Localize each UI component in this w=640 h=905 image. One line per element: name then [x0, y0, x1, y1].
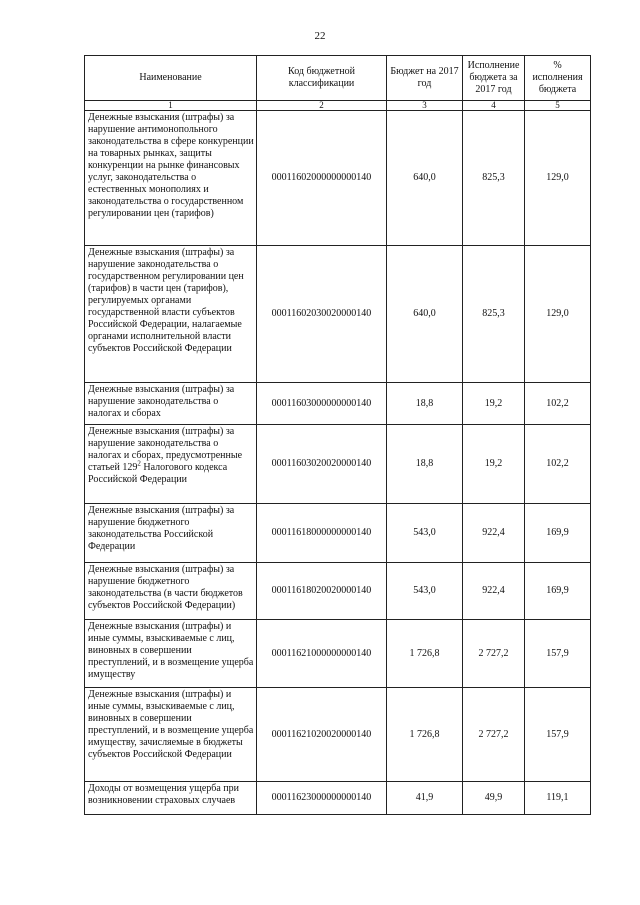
row-budget: 543,0 [387, 504, 463, 563]
row-name: Денежные взыскания (штрафы) за нарушение законодательства о государственном регулировании цен (тарифов) в части цен (тарифов), регулируемых органами государственной власти субъектов Российской Федерации, налагаемые органами исполнительной власти субъектов Российской Федерации [85, 246, 257, 383]
row-execution: 19,2 [463, 425, 525, 504]
row-name: Денежные взыскания (штрафы) за нарушение бюджетного законодательства Российской Федерации [85, 504, 257, 563]
row-budget: 1 726,8 [387, 620, 463, 688]
row-budget: 18,8 [387, 425, 463, 504]
row-percent: 157,9 [525, 620, 591, 688]
superscript: 2 [137, 459, 141, 468]
row-execution: 49,9 [463, 782, 525, 815]
header-percent: % исполнения бюджета [525, 56, 591, 101]
row-name: Денежные взыскания (штрафы) за нарушение законодательства о налогах и сборах [85, 383, 257, 425]
row-code: 00011603000000000140 [257, 383, 387, 425]
table-row [85, 563, 591, 620]
row-code: 00011621020020000140 [257, 688, 387, 782]
row-budget: 18,8 [387, 383, 463, 425]
table-row [85, 504, 591, 563]
table-header-row [85, 56, 591, 101]
column-number: 1 [85, 101, 257, 111]
header-name: Наименование [85, 56, 257, 101]
row-code: 00011602000000000140 [257, 111, 387, 246]
row-budget: 640,0 [387, 111, 463, 246]
table-row [85, 688, 591, 782]
row-code: 00011623000000000140 [257, 782, 387, 815]
row-code: 00011603020020000140 [257, 425, 387, 504]
row-code: 00011618000000000140 [257, 504, 387, 563]
row-code: 00011618020020000140 [257, 563, 387, 620]
row-percent: 157,9 [525, 688, 591, 782]
column-number: 2 [257, 101, 387, 111]
row-budget: 543,0 [387, 563, 463, 620]
row-execution: 2 727,2 [463, 620, 525, 688]
column-number: 3 [387, 101, 463, 111]
row-code: 00011621000000000140 [257, 620, 387, 688]
row-percent: 129,0 [525, 246, 591, 383]
table-row [85, 782, 591, 815]
header-execution: Исполнение бюджета за 2017 год [463, 56, 525, 101]
row-budget: 640,0 [387, 246, 463, 383]
row-budget: 1 726,8 [387, 688, 463, 782]
row-execution: 922,4 [463, 563, 525, 620]
table-row [85, 383, 591, 425]
row-execution: 825,3 [463, 111, 525, 246]
row-name: Денежные взыскания (штрафы) и иные суммы, взыскиваемые с лиц, виновных в совершении преступлений, и в возмещение ущерба имуществу, зачисляемые в бюджеты субъектов Российской Федерации [85, 688, 257, 782]
row-code: 00011602030020000140 [257, 246, 387, 383]
row-percent: 169,9 [525, 563, 591, 620]
table-row [85, 111, 591, 246]
header-budget: Бюджет на 2017 год [387, 56, 463, 101]
page-number: 22 [314, 30, 326, 42]
header-code: Код бюджетной классификации [257, 56, 387, 101]
row-percent: 102,2 [525, 425, 591, 504]
row-execution: 2 727,2 [463, 688, 525, 782]
row-name: Денежные взыскания (штрафы) за нарушение бюджетного законодательства (в части бюджетов субъектов Российской Федерации) [85, 563, 257, 620]
budget-table [84, 55, 591, 815]
row-percent: 102,2 [525, 383, 591, 425]
row-name: Денежные взыскания (штрафы) за нарушение антимонопольного законодательства в сфере конкуренции на товарных рынках, защиты конкуренции на рынке финансовых услуг, законодательства о естественных монополиях и законодательства о государственном регулировании цен (тарифов) [85, 111, 257, 246]
row-percent: 129,0 [525, 111, 591, 246]
row-execution: 19,2 [463, 383, 525, 425]
row-name: Доходы от возмещения ущерба при возникновении страховых случаев [85, 782, 257, 815]
column-number-row [85, 101, 591, 111]
row-budget: 41,9 [387, 782, 463, 815]
table-row [85, 425, 591, 504]
row-name-part: Денежные взыскания (штрафы) за нарушение законодательства о налогах и сборах, предусмотренные статьей 129 [88, 426, 243, 473]
column-number: 4 [463, 101, 525, 111]
row-execution: 825,3 [463, 246, 525, 383]
table-row [85, 620, 591, 688]
row-execution: 922,4 [463, 504, 525, 563]
table-row [85, 246, 591, 383]
row-name: Денежные взыскания (штрафы) и иные суммы, взыскиваемые с лиц, виновных в совершении преступлений, и в возмещение ущерба имуществу [85, 620, 257, 688]
row-percent: 169,9 [525, 504, 591, 563]
row-name [85, 425, 257, 504]
column-number: 5 [525, 101, 591, 111]
row-percent: 119,1 [525, 782, 591, 815]
row-name-part: Налогового кодекса Российской Федерации [88, 462, 228, 485]
